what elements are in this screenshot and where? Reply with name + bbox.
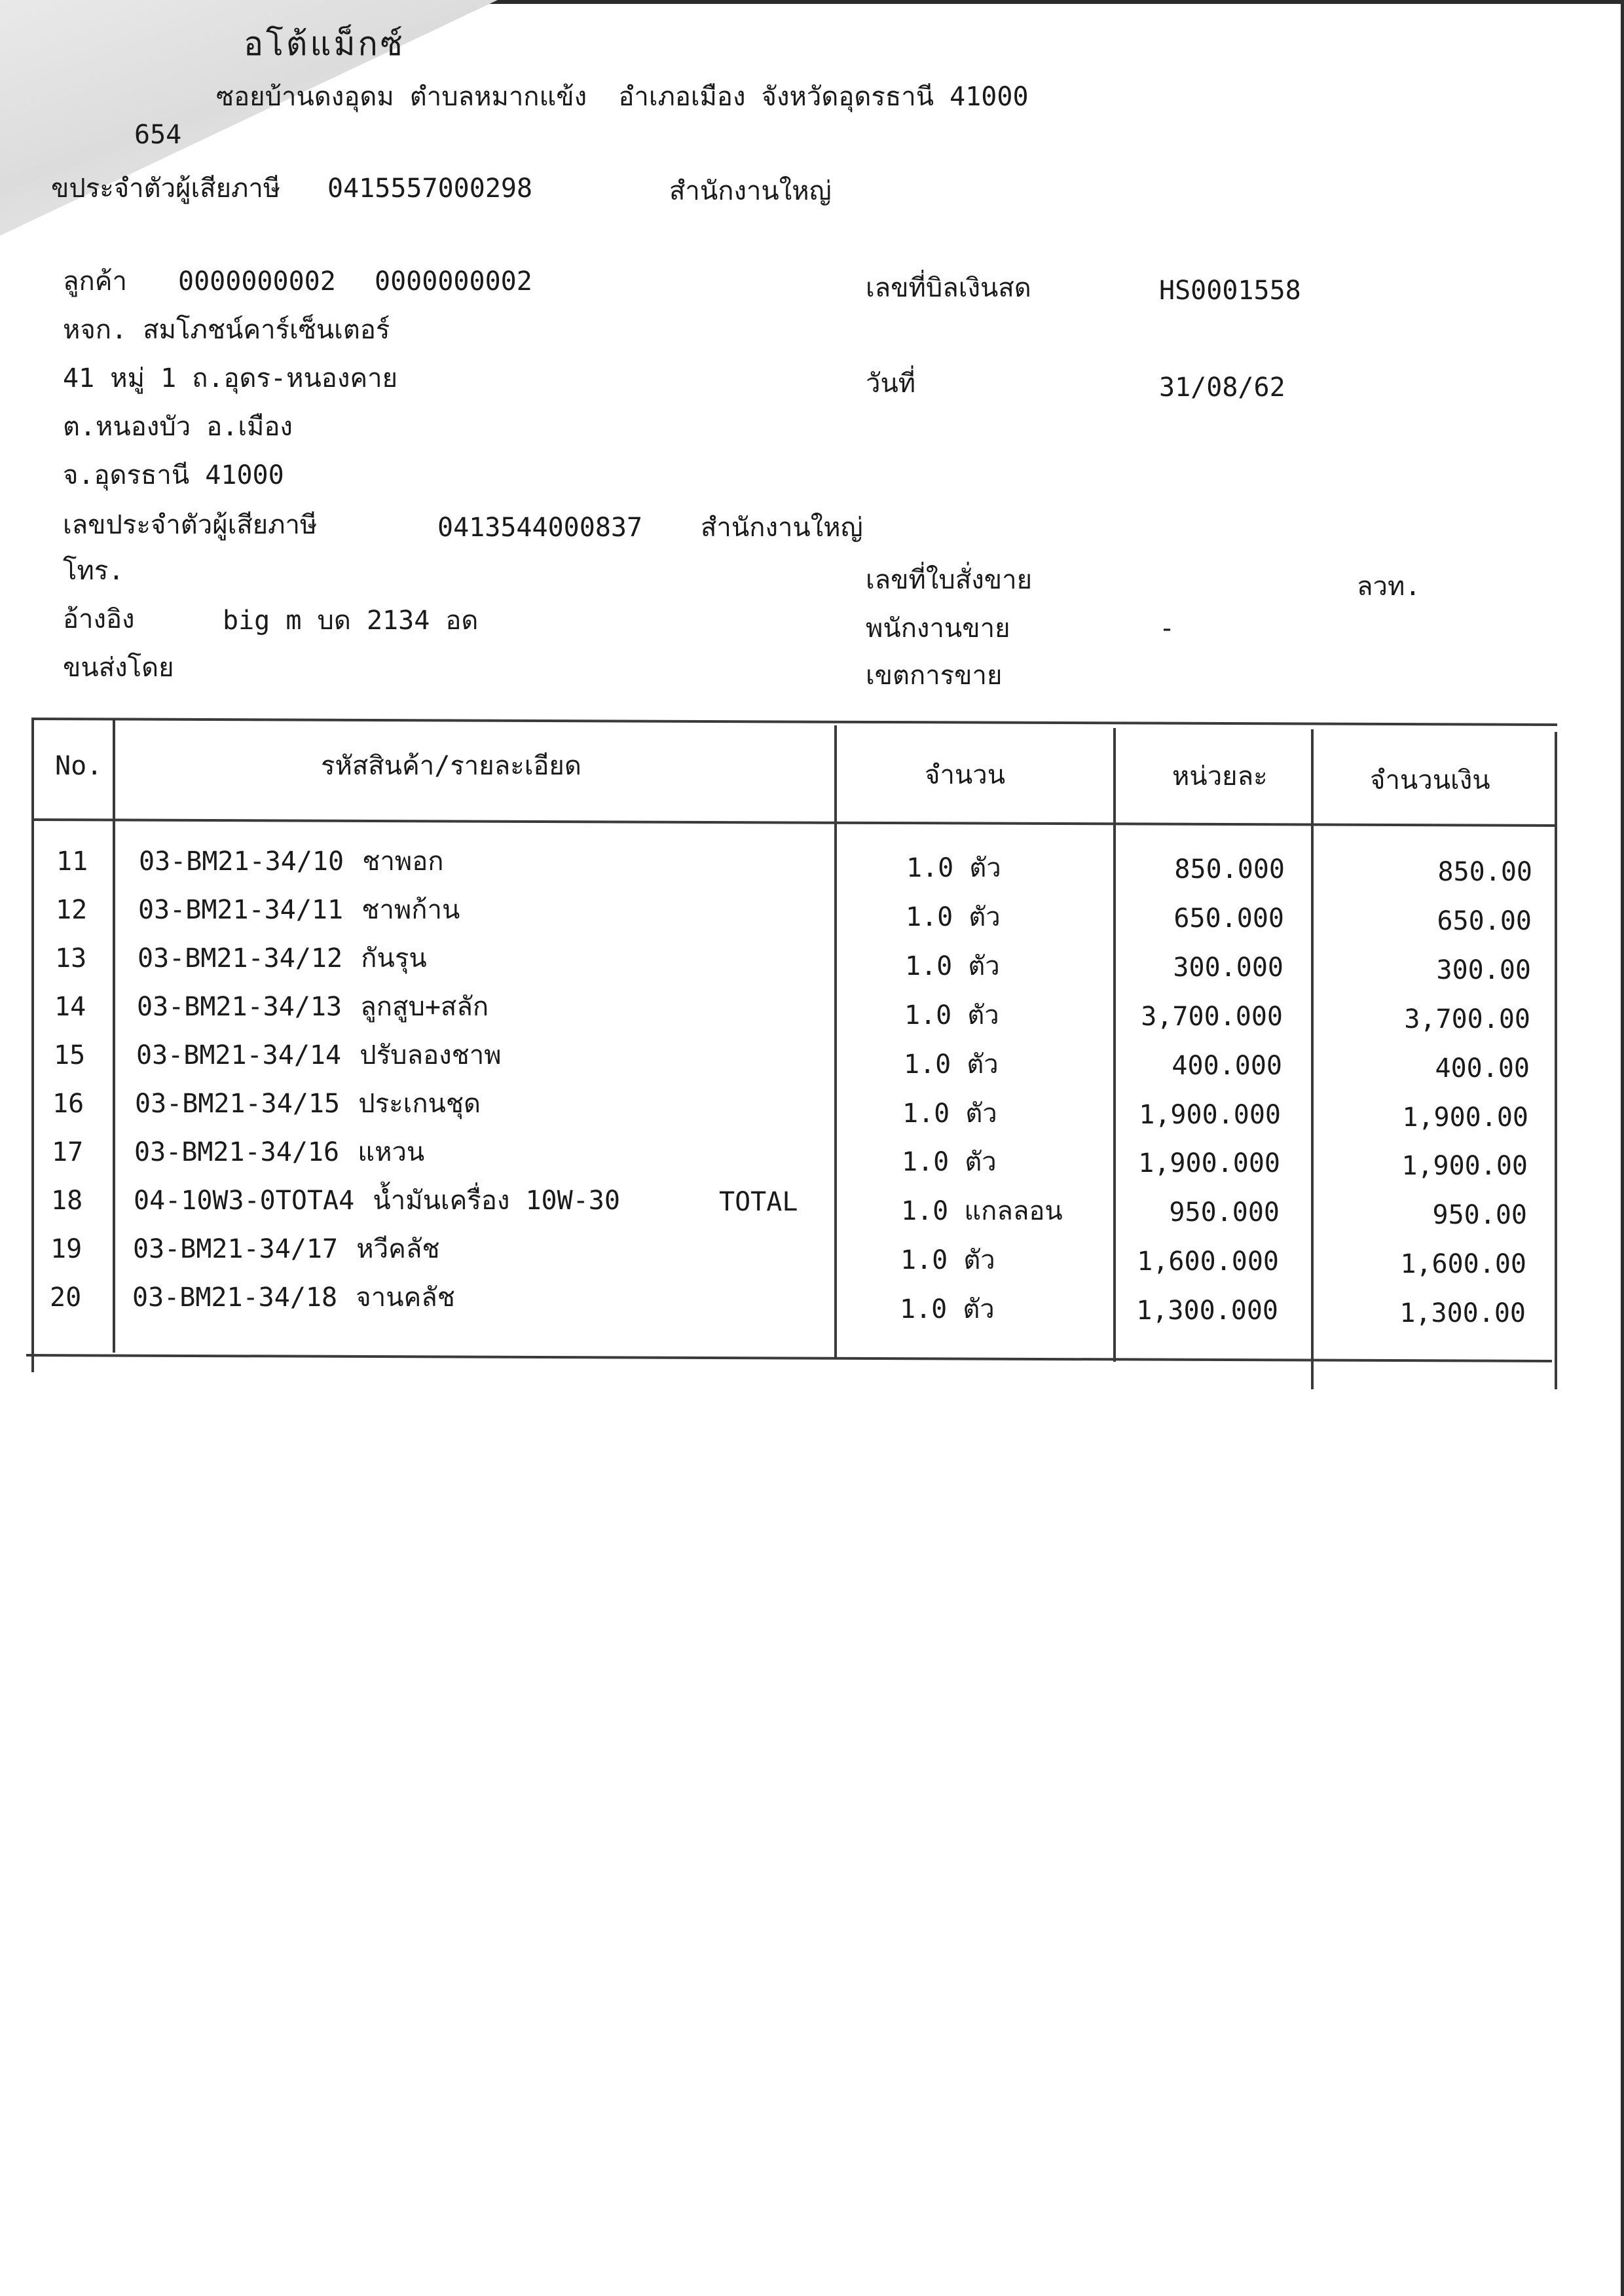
customer-address-line-2: ต.หนองบัว อ.เมือง: [63, 412, 293, 442]
header-no: No.: [55, 751, 103, 781]
customer-address-line-3: จ.อุดรธานี 41000: [63, 460, 284, 490]
row-quantity: 1.0 แกลลอน: [901, 1196, 1063, 1227]
row-amount: 1,600.00: [1400, 1249, 1526, 1280]
row-unit-price: 300.000: [1173, 952, 1283, 983]
row-no: 20: [50, 1283, 82, 1313]
row-item-name: ชาพก้าน: [361, 895, 460, 925]
company-tax-id: 0415557000298: [327, 173, 533, 204]
row-amount: 850.00: [1437, 857, 1532, 887]
row-item-code: 03-BM21-34/17: [133, 1234, 339, 1264]
row-item-code: 03-BM21-34/10: [139, 847, 344, 877]
row-unit-price: 1,300.000: [1136, 1296, 1278, 1326]
row-quantity: 1.0 ตัว: [904, 1000, 999, 1030]
row-no: 17: [52, 1137, 84, 1167]
bill-number-label: เลขที่บิลเงินสด: [866, 273, 1031, 303]
row-no: 18: [51, 1186, 83, 1216]
row-item-name: หวีคลัช: [356, 1234, 440, 1264]
row-quantity: 1.0 ตัว: [902, 1147, 997, 1178]
row-item-name: แหวน: [358, 1137, 425, 1167]
row-no: 19: [50, 1234, 83, 1264]
row-no: 16: [52, 1089, 84, 1119]
company-name: อโต้แม็กซ์: [244, 25, 405, 63]
header-unit-price: หน่วยละ: [1172, 761, 1268, 792]
header-description: รหัสสินค้า/รายละเอียด: [321, 751, 581, 781]
table-bottom-border: [26, 1354, 1552, 1362]
shipping-label: ขนส่งโดย: [63, 653, 174, 683]
row-amount: 1,900.00: [1401, 1151, 1528, 1182]
table-top-border: [31, 718, 1557, 726]
row-item-extra: TOTAL: [719, 1187, 798, 1217]
customer-name: หจก. สมโภชน์คาร์เซ็นเตอร์: [63, 315, 390, 345]
row-item-name: จานคลัช: [356, 1283, 455, 1313]
table-right-border: [1555, 732, 1557, 1389]
row-item-name: กันรุน: [361, 943, 427, 974]
row-amount: 400.00: [1435, 1053, 1530, 1084]
row-unit-price: 1,900.000: [1138, 1148, 1280, 1179]
page-right-edge: [1621, 0, 1624, 2296]
bill-number: HS0001558: [1159, 276, 1301, 306]
row-no: 11: [56, 847, 88, 877]
row-quantity: 1.0 ตัว: [902, 1098, 997, 1129]
sales-zone-label: เขตการขาย: [866, 661, 1003, 691]
row-item-name: ปรับลองชาพ: [360, 1040, 502, 1070]
row-amount: 950.00: [1432, 1200, 1527, 1231]
company-branch: สำนักงานใหญ่: [669, 176, 832, 206]
row-quantity: 1.0 ตัว: [904, 1049, 999, 1080]
row-quantity: 1.0 ตัว: [906, 902, 1001, 932]
row-unit-price: 650.000: [1173, 903, 1284, 934]
customer-code: 0000000002: [178, 266, 336, 297]
row-no: 14: [54, 992, 86, 1022]
row-item-code: 03-BM21-34/13: [137, 992, 342, 1022]
row-unit-price: 400.000: [1172, 1050, 1282, 1081]
customer-code-2: 0000000002: [375, 266, 532, 297]
header-amount: จำนวนเงิน: [1370, 765, 1490, 795]
col-divider-2: [834, 725, 837, 1359]
customer-branch: สำนักงานใหญ่: [701, 513, 863, 543]
reference-label: อ้างอิง: [63, 604, 135, 634]
customer-tax-id: 0413544000837: [437, 513, 643, 543]
row-quantity: 1.0 ตัว: [905, 951, 1000, 981]
customer-address-line-1: 41 หมู่ 1 ถ.อุดร-หนองคาย: [63, 363, 398, 393]
row-item-code: 03-BM21-34/14: [136, 1040, 342, 1070]
row-item-code: 03-BM21-34/12: [138, 943, 343, 974]
company-phone: 654: [134, 120, 182, 150]
row-item-code: 03-BM21-34/16: [134, 1137, 340, 1167]
row-no: 12: [56, 895, 88, 925]
row-amount: 300.00: [1436, 955, 1531, 985]
company-address: ซอยบ้านดงอุดม ตำบลหมากแข้ง อำเภอเมือง จังหวัดอุดรธานี 41000: [216, 82, 1029, 112]
row-unit-price: 3,700.000: [1141, 1001, 1283, 1032]
salesperson-label: พนักงานขาย: [866, 613, 1010, 644]
customer-label: ลูกค้า: [63, 266, 127, 297]
sales-order-label: เลขที่ใบสั่งขาย: [866, 565, 1033, 595]
row-amount: 650.00: [1437, 905, 1532, 936]
row-item-code: 03-BM21-34/15: [135, 1089, 341, 1119]
row-item-code: 03-BM21-34/11: [138, 895, 344, 925]
row-item-name: ชาพอก: [362, 847, 444, 877]
date-label: วันที่: [866, 369, 916, 399]
row-unit-price: 1,600.000: [1137, 1247, 1279, 1277]
row-item-name: ประเกนชุด: [358, 1089, 481, 1119]
row-no: 13: [55, 943, 87, 974]
row-quantity: 1.0 ตัว: [900, 1294, 995, 1325]
row-unit-price: 850.000: [1174, 854, 1285, 884]
sales-order-value: ลวท.: [1357, 572, 1421, 602]
row-item-code: 04-10W3-0TOTA4: [134, 1186, 355, 1216]
row-unit-price: 950.000: [1169, 1197, 1280, 1228]
row-quantity: 1.0 ตัว: [906, 853, 1001, 883]
row-item-name: น้ำมันเครื่อง 10W-30: [373, 1186, 620, 1216]
header-bottom-border: [31, 818, 1557, 827]
row-amount: 1,900.00: [1402, 1102, 1528, 1133]
reference-value: big m บด 2134 อด: [223, 606, 479, 636]
document-date: 31/08/62: [1159, 373, 1285, 403]
customer-tax-label: เลขประจำตัวผู้เสียภาษี: [63, 510, 318, 540]
row-amount: 3,700.00: [1404, 1004, 1530, 1034]
table-left-border: [31, 718, 34, 1372]
row-item-code: 03-BM21-34/18: [132, 1283, 338, 1313]
salesperson-value: -: [1159, 613, 1175, 644]
row-amount: 1,300.00: [1399, 1298, 1526, 1329]
row-item-name: ลูกสูบ+สลัก: [360, 992, 489, 1022]
row-quantity: 1.0 ตัว: [900, 1245, 995, 1276]
row-no: 15: [54, 1040, 86, 1070]
company-tax-label: ขประจำตัวผู้เสียภาษี: [51, 173, 281, 204]
phone-label: โทร.: [63, 556, 124, 586]
header-quantity: จำนวน: [925, 760, 1006, 790]
col-divider-1: [113, 719, 115, 1353]
row-unit-price: 1,900.000: [1139, 1099, 1281, 1130]
